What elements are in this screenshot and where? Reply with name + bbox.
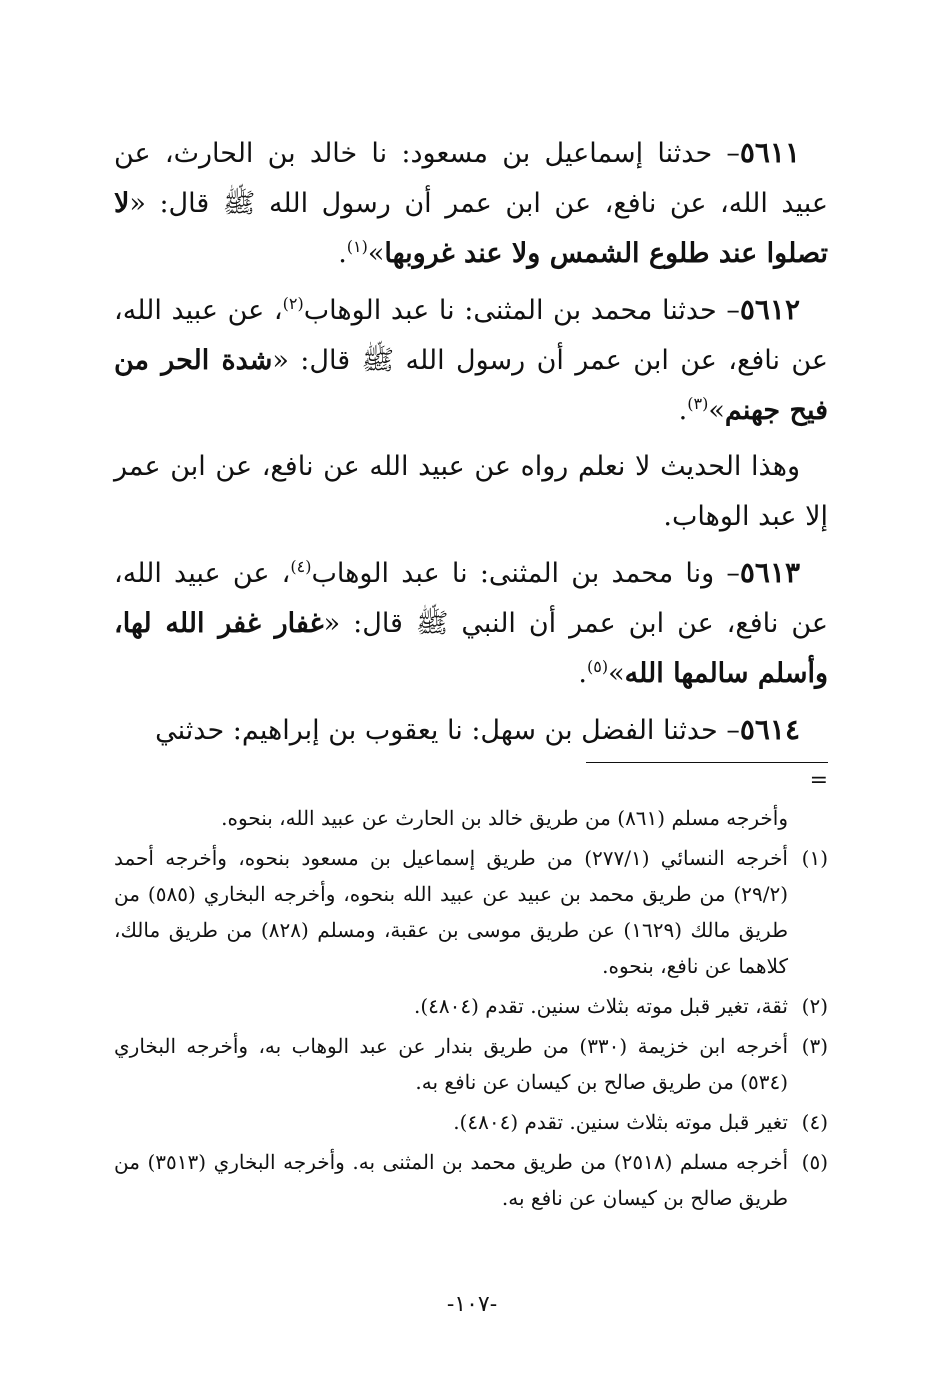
footnote-number: (١)	[801, 846, 828, 870]
footnote-4	[114, 1104, 828, 1140]
hadith-matn: لا تصلوا عند طلوع الشمس ولا عند غروبها	[114, 188, 828, 269]
period: .	[578, 658, 587, 689]
commentary-text: وهذا الحديث لا نعلم رواه عن عبيد الله عن نافع، عن ابن عمر إلا عبد الوهاب.	[114, 451, 828, 532]
quote-close: »	[367, 238, 385, 269]
footnote-number: (٢)	[801, 994, 828, 1018]
footnote-number: (٣)	[801, 1034, 828, 1058]
page-number: -١٠٧-	[446, 1292, 498, 1317]
footnote-3	[114, 1028, 828, 1100]
footnote-number: (٤)	[801, 1110, 828, 1134]
isnad-text: – ونا محمد بن المثنى: نا عبد الوهاب	[311, 558, 740, 589]
hadith-matn: شدة الحر من فيح جهنم	[114, 345, 828, 426]
footnote-number: (٥)	[801, 1150, 828, 1174]
hadith-number: ٥٦١٣	[739, 556, 801, 589]
hadith-paragraph-5611	[114, 128, 828, 279]
footnote-text: تغير قبل موته بثلاث سنين. تقدم (٤٨٠٤).	[453, 1110, 788, 1134]
footnote-text: ثقة، تغير قبل موته بثلاث سنين. تقدم (٤٨٠٤).	[413, 994, 788, 1018]
isnad-text: – حدثنا إسماعيل بن مسعود: نا خالد بن الحارث، عن عبيد الله، عن نافع، عن ابن عمر أن رسول الله ﷺ قال: «	[114, 138, 828, 219]
footnote-ref: (٥)	[587, 657, 609, 676]
footnote-continued: وأخرجه مسلم (٨٦١) من طريق خالد بن الحارث عن عبيد الله، بنحوه.	[221, 806, 788, 830]
main-text	[114, 128, 828, 762]
isnad-text: ، عن عبيد الله، عن نافع، عن ابن عمر أن النبي ﷺ قال: «	[114, 558, 828, 639]
hadith-number: ٥٦١٤	[739, 713, 800, 746]
hadith-paragraph-5612	[114, 285, 828, 436]
footnote-ref: (١)	[346, 237, 368, 256]
footnote-ref: (٢)	[282, 294, 304, 313]
hadith-number: ٥٦١١	[739, 136, 800, 169]
quote-close: »	[708, 395, 725, 426]
footnote-text: أخرجه ابن خزيمة (٣٣٠) من طريق بندار عن عبد الوهاب به، وأخرجه البخاري (٥٣٤) من طريق صالح بن كيسان عن نافع به.	[114, 1034, 788, 1094]
isnad-text: – حدثنا الفضل بن سهل: نا يعقوب بن إبراهيم: حدثني	[155, 715, 740, 746]
hadith-number: ٥٦١٢	[739, 293, 800, 326]
period: .	[678, 395, 688, 426]
hadith-paragraph-5613	[114, 548, 828, 699]
hadith-paragraph-5614	[114, 705, 828, 756]
hadith-matn: غفار غفر الله لها، وأسلم سالمها الله	[114, 608, 828, 689]
footnote-separator	[586, 762, 828, 763]
quote-close: »	[608, 658, 625, 689]
continuation-mark: =	[809, 768, 828, 793]
footnote-5	[114, 1144, 828, 1216]
footnote-2	[114, 988, 828, 1024]
commentary-paragraph	[114, 442, 828, 542]
isnad-text: ، عن عبيد الله، عن نافع، عن ابن عمر أن رسول الله ﷺ قال: «	[114, 295, 828, 376]
footnote-text: أخرجه النسائي (٢٧٧/١) من طريق إسماعيل بن مسعود بنحوه، وأخرجه أحمد (٢٩/٢) من طريق محمد بن عبيد عن عبيد الله بنحوه، وأخرجه البخاري (٥٨٥) من طريق مالك (١٦٢٩) عن طريق موسى بن عقبة، ومسلم (٨٢٨) من طريق مالك، كلاهما عن نافع، بنحوه.	[114, 846, 788, 978]
footnote-1	[114, 840, 828, 984]
footnotes	[114, 800, 828, 1220]
footnote-text: أخرجه مسلم (٢٥١٨) من طريق محمد بن المثنى به. وأخرجه البخاري (٣٥١٣) من طريق صالح بن كيسان عن نافع به.	[114, 1150, 789, 1210]
period: .	[338, 238, 347, 269]
footnote-ref: (٤)	[290, 557, 312, 576]
isnad-text: – حدثنا محمد بن المثنى: نا عبد الوهاب	[303, 295, 740, 326]
footnote-ref: (٣)	[687, 394, 709, 413]
